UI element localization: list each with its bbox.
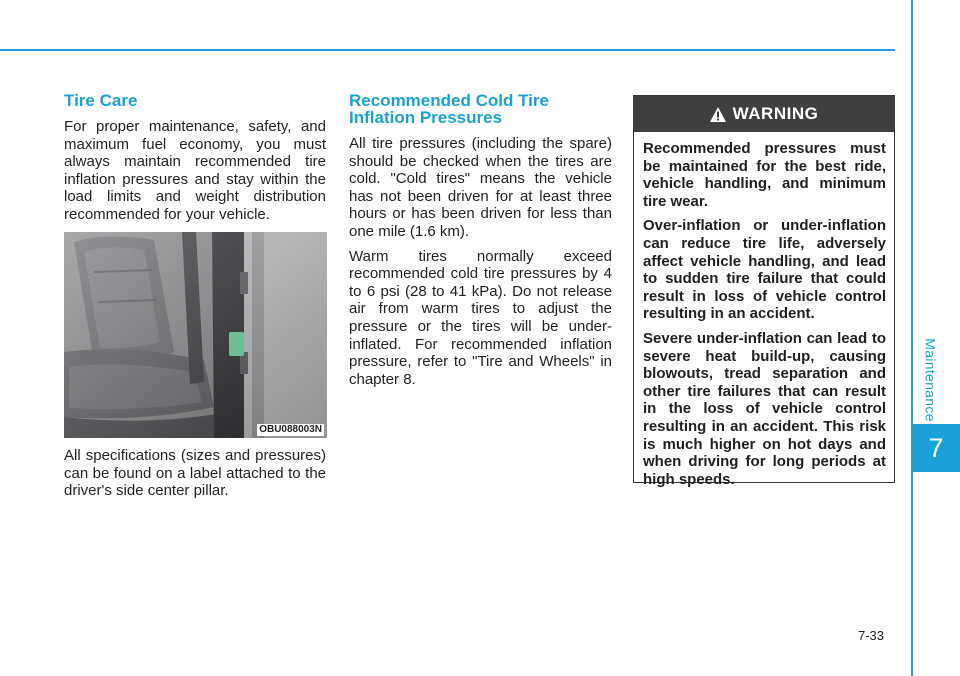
warning-triangle-icon (710, 107, 726, 122)
page-number: 7-33 (858, 628, 885, 643)
warning-body (634, 132, 894, 488)
cold-tire-section (349, 92, 612, 395)
header-rule (0, 49, 895, 51)
warning-para-2: Over-inflation or under-inflation can reduce tire life, adversely affect vehicle handling, and lead to sudden tire failure that could result in loss of vehicle control resulting in an accident. (643, 217, 886, 323)
side-rule (911, 0, 913, 676)
section-label-text: Maintenance (923, 338, 939, 422)
section-label (918, 335, 944, 425)
warning-title: WARNING (732, 104, 819, 123)
warning-para-1: Recommended pressures must be maintained for the best ride, vehicle handling, and minimum tire wear. (643, 140, 886, 210)
cold-tire-para-2: Warm tires normally exceed recommended cold tire pressures by 4 to 6 psi (28 to 41 kPa). Do not release air from warm tires to adjust the pressure or the tires will be under-inflated. For recommended inflation pressure, refer to "Tire and Wheels" in chapter 8. (349, 247, 612, 388)
cold-tire-para-1: All tire pressures (including the spare) should be checked when the tires are cold. "Cold tires" means the vehicle has not been driven for at least three hours or has been driven for less than one mile (1.6 km). (349, 135, 612, 240)
door-pillar-illustration (64, 232, 327, 438)
tire-care-section (64, 92, 326, 231)
chapter-tab: 7 (912, 424, 960, 472)
warning-box (633, 95, 895, 488)
label-location-text: All specifications (sizes and pressures) can be found on a label attached to the driver's side center pillar. (64, 447, 326, 500)
label-location-section (64, 447, 326, 507)
door-pillar-figure (64, 232, 327, 438)
warning-para-3: Severe under-inflation can lead to severe heat build-up, causing blowouts, tread separation and other tire failures that can result in the loss of vehicle control resulting in an accident. This risk is much higher on hot days and when driving for long periods at high speeds. (643, 329, 886, 488)
figure-caption: OBU088003N (259, 424, 322, 435)
warning-header (634, 96, 894, 132)
cold-tire-heading: Recommended Cold Tire Inflation Pressures (349, 91, 549, 127)
tire-care-heading: Tire Care (64, 91, 138, 110)
tire-care-intro: For proper maintenance, safety, and maximum fuel economy, you must always maintain recommended tire inflation pressures and stay within the load limits and weight distribution recommended for your vehicle. (64, 118, 326, 223)
